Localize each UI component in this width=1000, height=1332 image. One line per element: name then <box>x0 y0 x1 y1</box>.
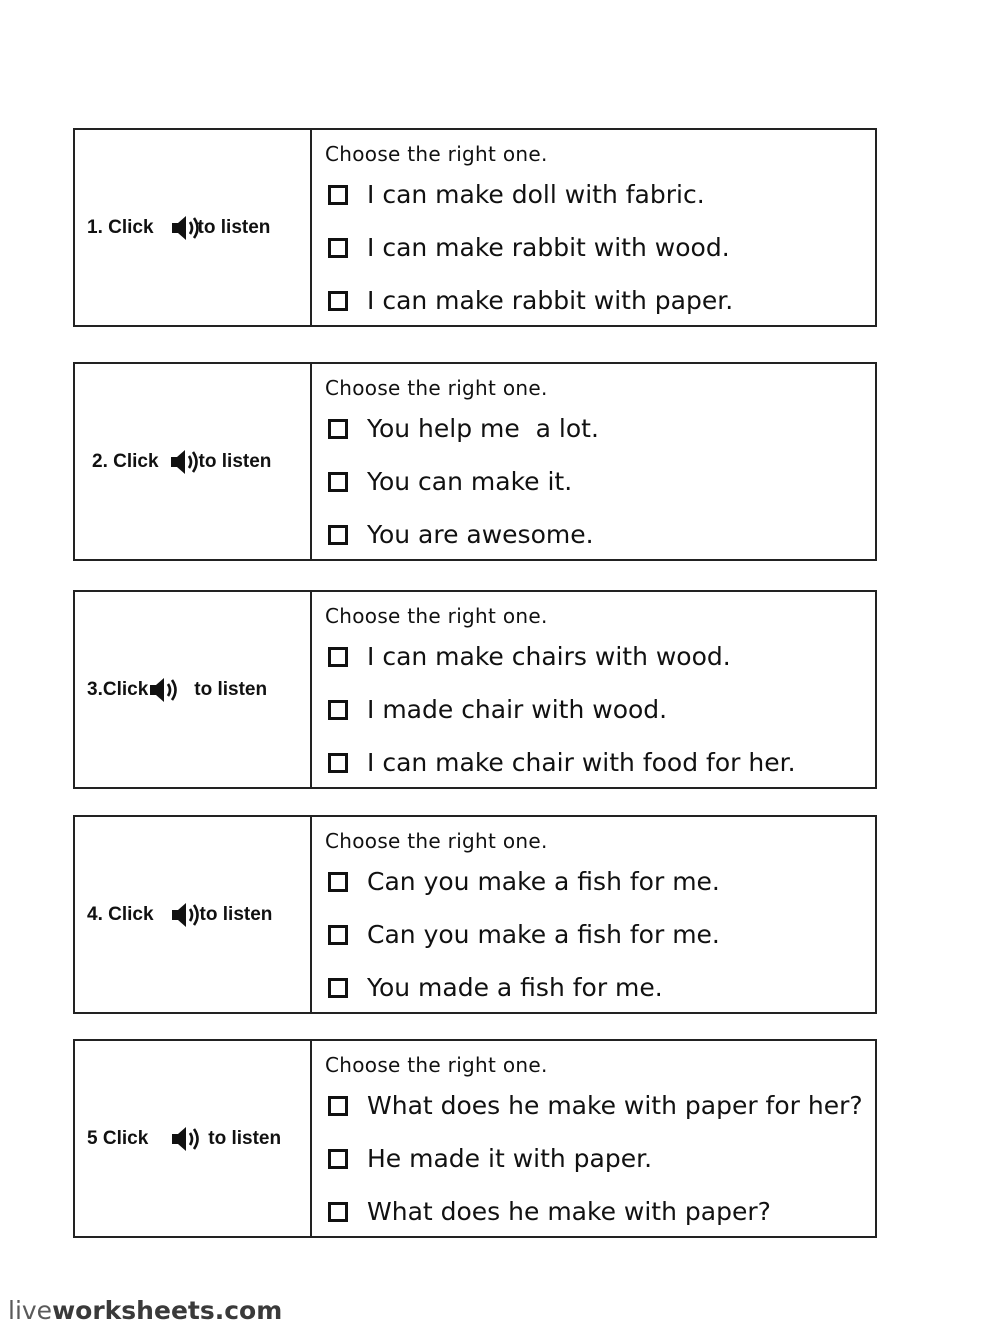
listen-instruction <box>87 210 270 246</box>
question-5-audio-cell <box>75 1041 312 1236</box>
question-3-audio-cell <box>75 592 312 787</box>
option-1[interactable] <box>328 867 720 896</box>
question-1 <box>73 128 877 327</box>
question-3-choices <box>312 592 875 787</box>
prompt-text: Choose the right one. <box>325 142 548 166</box>
option-label: I can make doll with fabric. <box>367 180 705 209</box>
speaker-icon[interactable] <box>168 1121 204 1157</box>
question-1-choices <box>312 130 875 325</box>
option-3[interactable] <box>328 1197 771 1226</box>
listen-instruction <box>87 672 267 708</box>
option-3[interactable] <box>328 286 733 315</box>
checkbox[interactable] <box>328 419 348 439</box>
option-2[interactable] <box>328 1144 652 1173</box>
question-number-label: 2. Click <box>92 450 159 472</box>
checkbox[interactable] <box>328 925 348 945</box>
prompt-text: Choose the right one. <box>325 376 548 400</box>
option-label: I can make rabbit with paper. <box>367 286 734 315</box>
option-label: You made a fish for me. <box>367 973 663 1002</box>
question-4-choices <box>312 817 875 1012</box>
option-2[interactable] <box>328 467 572 496</box>
listen-label: to listen <box>194 678 268 700</box>
checkbox[interactable] <box>328 1096 348 1116</box>
option-label: What does he make with paper? <box>367 1197 771 1226</box>
brand-bold: worksheets <box>52 1296 215 1325</box>
question-2-audio-cell <box>75 364 312 559</box>
question-5-choices <box>312 1041 875 1236</box>
option-3[interactable] <box>328 973 663 1002</box>
speaker-icon[interactable] <box>146 672 182 708</box>
option-1[interactable] <box>328 180 705 209</box>
checkbox[interactable] <box>328 700 348 720</box>
option-label: You can make it. <box>367 467 573 496</box>
option-label: Can you make a fish for me. <box>367 920 720 949</box>
brand-tld: .com <box>214 1296 283 1325</box>
question-number-label: 3.Click <box>87 678 149 700</box>
checkbox[interactable] <box>328 647 348 667</box>
question-number-label: 4. Click <box>87 903 154 925</box>
listen-label: to listen <box>197 216 271 238</box>
option-label: I can make chair with food for her. <box>367 748 796 777</box>
question-number-label: 1. Click <box>87 216 154 238</box>
speaker-icon[interactable] <box>168 897 204 933</box>
listen-instruction <box>87 897 272 933</box>
listen-label: to listen <box>208 1127 282 1149</box>
question-1-audio-cell <box>75 130 312 325</box>
checkbox[interactable] <box>328 872 348 892</box>
question-number-label: 5 Click <box>87 1127 149 1149</box>
checkbox[interactable] <box>328 472 348 492</box>
speaker-icon[interactable] <box>167 444 203 480</box>
option-1[interactable] <box>328 1091 863 1120</box>
question-2-choices <box>312 364 875 559</box>
option-label: I can make chairs with wood. <box>367 642 731 671</box>
listen-instruction <box>92 444 271 480</box>
listen-label: to listen <box>198 450 272 472</box>
option-2[interactable] <box>328 233 730 262</box>
question-2 <box>73 362 877 561</box>
option-label: You are awesome. <box>367 520 594 549</box>
option-label: Can you make a fish for me. <box>367 867 720 896</box>
listen-instruction <box>87 1121 281 1157</box>
option-label: What does he make with paper for her? <box>367 1091 863 1120</box>
option-3[interactable] <box>328 520 594 549</box>
prompt-text: Choose the right one. <box>325 829 548 853</box>
checkbox[interactable] <box>328 978 348 998</box>
question-3 <box>73 590 877 789</box>
prompt-text: Choose the right one. <box>325 604 548 628</box>
option-label: He made it with paper. <box>367 1144 653 1173</box>
checkbox[interactable] <box>328 291 348 311</box>
brand-light: live <box>8 1296 53 1325</box>
checkbox[interactable] <box>328 753 348 773</box>
option-1[interactable] <box>328 642 731 671</box>
option-label: I can make rabbit with wood. <box>367 233 730 262</box>
liveworksheets-brand[interactable] <box>8 1296 282 1325</box>
checkbox[interactable] <box>328 525 348 545</box>
option-2[interactable] <box>328 920 720 949</box>
option-3[interactable] <box>328 748 796 777</box>
option-1[interactable] <box>328 414 599 443</box>
checkbox[interactable] <box>328 185 348 205</box>
checkbox[interactable] <box>328 238 348 258</box>
option-label: You help me a lot. <box>367 414 599 443</box>
checkbox[interactable] <box>328 1149 348 1169</box>
option-label: I made chair with wood. <box>367 695 668 724</box>
question-5 <box>73 1039 877 1238</box>
checkbox[interactable] <box>328 1202 348 1222</box>
question-4 <box>73 815 877 1014</box>
listen-label: to listen <box>199 903 273 925</box>
prompt-text: Choose the right one. <box>325 1053 548 1077</box>
question-4-audio-cell <box>75 817 312 1012</box>
option-2[interactable] <box>328 695 667 724</box>
